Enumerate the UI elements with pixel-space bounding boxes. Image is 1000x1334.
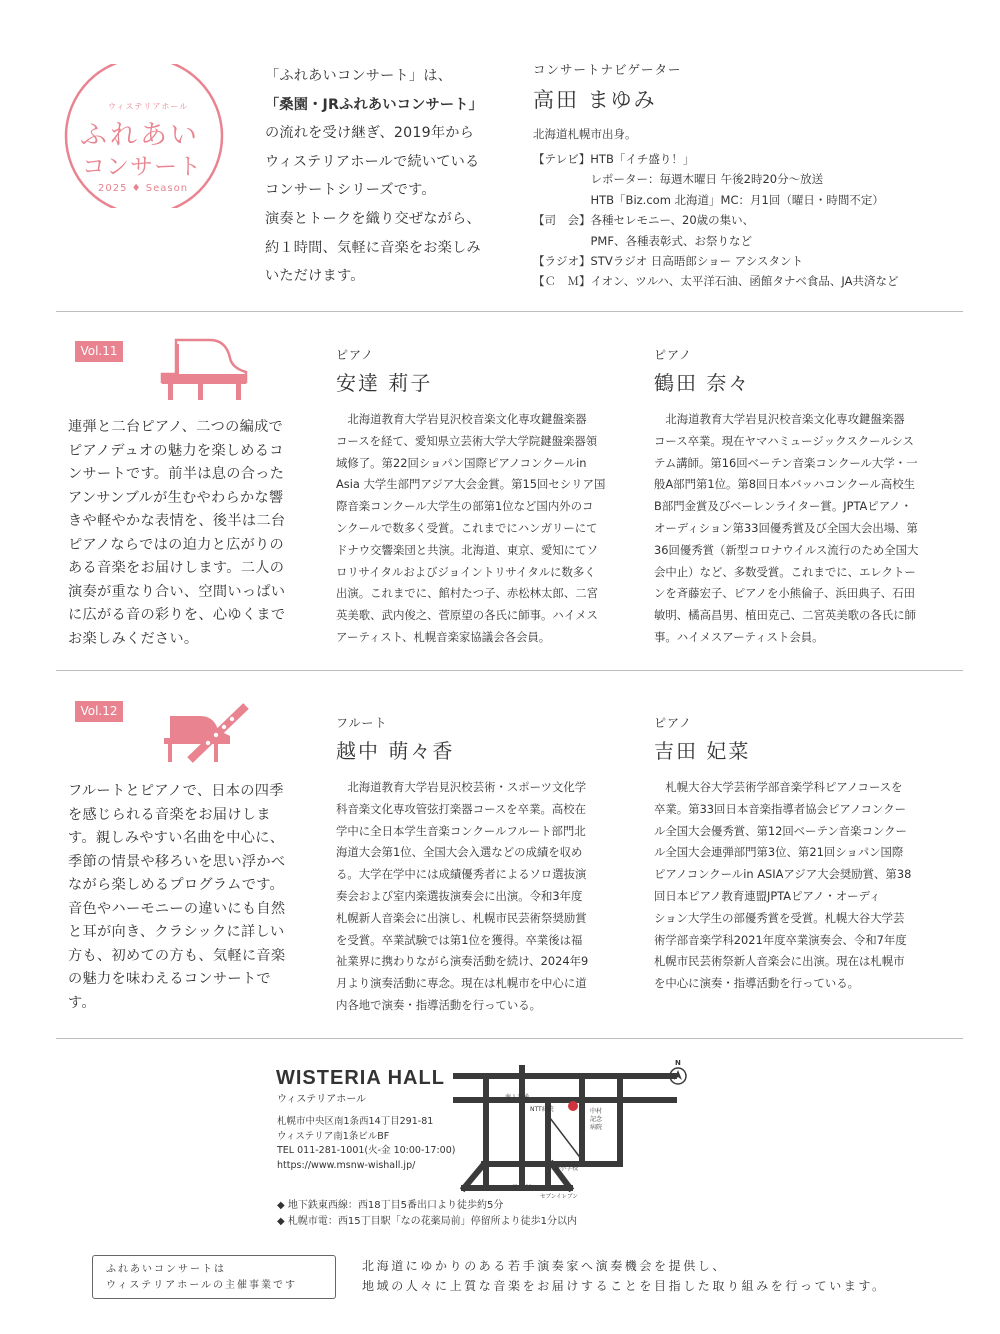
bio-line: 札幌大谷大学芸術学部音楽学科ピアノコースを [654, 780, 903, 794]
access-map [452, 1060, 702, 1200]
bio-line: ピアノコンクールin ASIAアジア大会奨励賞、第38 [654, 867, 912, 882]
desc-line: ある音楽をお届けします。二人の [68, 560, 285, 576]
intro-line: 「ふれあいコンサート」は、 [265, 68, 453, 84]
bio-line: 月より演奏活動に専念。現在は札幌市を中心に道 [336, 976, 587, 991]
website-link[interactable]: https://www.msnw-wishall.jp/ [277, 1159, 416, 1171]
desc-line: の魅力を味わえるコンサートで [68, 971, 271, 987]
map-hospital-label [590, 1108, 602, 1132]
intro-line: 約１時間、気軽に音楽をお楽しみ [265, 239, 481, 256]
artist-name: 鶴田 奈々 [654, 371, 751, 395]
artist-instrument: フルート [336, 716, 388, 730]
career-line: HTB「Biz.com 北海道」MC：月1回（曜日・時間不定） [533, 192, 884, 207]
divider [56, 670, 963, 671]
bio-line: 回日本ピアノ教育連盟JPTAピアノ・オーディ [654, 888, 881, 903]
navigator-career [533, 149, 973, 292]
bio-line: ンクールで数多く受賞。これまでにハンガリーにて [336, 520, 598, 535]
bio-line: 際音楽コンクール大学生の部第1位など国内外のコ [336, 499, 594, 514]
desc-line: を感じられる音楽をお届けしま [68, 806, 271, 823]
vol11-artist-1 [336, 346, 605, 649]
bio-line: 学中に全日本学生音楽コンクールフルート部門北 [336, 823, 586, 838]
bio-line: B部門金賞及びベーレンライター賞。JPTAピアノ・ [654, 499, 912, 514]
career-line: 【司 会】各種セレモニー、20歳の集い、 [533, 213, 755, 228]
bio-line: コースを経て、愛知県立芸術大学大学院鍵盤楽器領 [336, 433, 598, 448]
map-ntt-label: NTT病院 [530, 1106, 554, 1113]
desc-line: 方も、初めての方も、気軽に音楽 [68, 947, 286, 964]
desc-line: アンサンブルが生むやわらかな響 [68, 489, 284, 506]
access-info [277, 1198, 577, 1230]
bio-line: アーティスト、札幌音楽家協議会各会員。 [336, 629, 551, 644]
logo-line2: コンサート [82, 154, 202, 180]
intro-line: 演奏とトークを織り交ぜながら、 [265, 210, 481, 227]
map-hospital-line: 記念 [590, 1116, 603, 1123]
divider [56, 1038, 963, 1039]
bio-line: ション大学生の部優秀賞を受賞。札幌大谷大学芸 [654, 910, 905, 925]
bio-line: 奏会および室内楽選抜演奏会に出演。令和3年度 [336, 888, 583, 903]
logo-season: 2025 ♦ Season [98, 183, 189, 194]
bio-line: 科音楽文化専攻管弦打楽器コースを卒業。高校在 [336, 801, 587, 816]
host-note [92, 1255, 336, 1299]
bio-line: 北海道教育大学岩見沢校音楽文化専攻鍵盤楽器 [654, 412, 905, 426]
bio-line: テム講師。第16回ベーテン音楽コンクール大学・一 [654, 455, 918, 470]
artist-name: 吉田 妃菜 [654, 739, 751, 763]
career-line: 【Ｃ Ｍ】イオン、ツルハ、太平洋石油、函館タナベ食品、JA共済など [533, 274, 899, 289]
map-school-label: 二条小学校 [548, 1165, 579, 1172]
bio-line: オーディション第33回優秀賞及び全国大会出場、第 [654, 520, 918, 535]
mission-line: 北海道にゆかりのある若手演奏家へ演奏機会を提供し、 [362, 1259, 728, 1273]
vol12-artist-1 [336, 714, 588, 1017]
desc-line: 音色やハーモニーの違いにも自然 [68, 900, 286, 917]
bio-line: 祉業界に携わりながら演奏活動を続け、2024年9 [336, 954, 589, 969]
bio-line: 札幌新人音楽会に出演し、札幌市民芸術祭奨励賞 [336, 910, 587, 925]
career-line: レポーター：毎週木曜日 午後2時20分〜放送 [533, 172, 824, 187]
logo-line1: ふれあい [80, 120, 200, 151]
vol11-description [68, 416, 300, 651]
navigator-name: 高田 まゆみ [533, 88, 657, 112]
map-north-label: N [675, 1059, 681, 1067]
map-street-label: 南１条通 [505, 1094, 530, 1101]
navigator-origin: 北海道札幌市出身。 [533, 127, 637, 141]
bio-line: る。大学在学中には成績優秀者によるソロ選抜演 [336, 867, 587, 882]
vol11-artist-2 [654, 346, 918, 649]
bio-line: コース卒業。現在ヤマハミュージックスクールシス [654, 433, 914, 448]
desc-line: ンサートです。前半は息の合った [68, 466, 285, 482]
hall-kana: ウィステリアホール [277, 1094, 366, 1105]
bio-line: 般A部門第1位。第8回日本バッハコンクール高校生 [654, 477, 916, 492]
artist-bio [654, 409, 918, 649]
bio-line: 36回優秀賞（新型コロナウイルス流行のため全国大 [654, 542, 919, 557]
intro-text [265, 62, 505, 291]
host-line: ふれあいコンサートは [106, 1264, 226, 1275]
intro-line: の流れを受け継ぎ、2019年から [265, 125, 474, 142]
artist-instrument: ピアノ [654, 348, 693, 362]
bio-line: 域修了。第22回ショパン国際ピアノコンクールin [336, 455, 587, 470]
bio-line: 札幌市民芸術祭新人音楽会に出演。現在は札幌市 [654, 954, 905, 969]
hall-title: WISTERIA HALL [276, 1067, 445, 1089]
career-line: PMF、各種表彰式、お祭りなど [533, 233, 752, 248]
navigator-section [533, 60, 973, 292]
bio-line: ンを斉藤宏子、ピアノを小熊倫子、浜田典子、石田 [654, 586, 916, 601]
career-line: 【テレビ】HTB「イチ盛り！」 [533, 152, 695, 166]
bio-line: 卒業。第33回日本音楽指導者協会ピアノコンクー [654, 801, 906, 816]
desc-line: きや軽やかな表情を、後半は二台 [68, 513, 286, 529]
desc-line: す。 [68, 994, 96, 1011]
artist-bio [336, 409, 605, 649]
career-line: 【ラジオ】STVラジオ 日高晤郎ショー アシスタント [533, 254, 803, 269]
desc-line: フルートとピアノで、日本の四季 [68, 783, 284, 799]
access-line: ◆ 札幌市電：西15丁目駅「なの花薬局前」停留所より徒歩1分以内 [277, 1216, 577, 1227]
bio-line: 出演。これまでに、館村たつ子、赤松林太郎、二宮 [336, 586, 598, 601]
artist-instrument: ピアノ [336, 348, 375, 362]
bio-line: 事。ハイメスアーティスト会員。 [654, 629, 824, 644]
intro-line: ウィステリアホールで続いている [265, 153, 480, 170]
bio-line: 内各地で演奏・指導活動を行っている。 [336, 997, 542, 1012]
vol12-artist-2 [654, 714, 911, 995]
bio-line: ロリサイタルおよびジョイントリサイタルに数多く [336, 564, 596, 579]
intro-line: コンサートシリーズです。 [265, 182, 436, 199]
bio-line: ル全国大会優秀賞、第12回ベーテン音楽コンクー [654, 823, 907, 838]
bio-line: ドナウ交響楽団と共演。北海道、東京、愛知にてソ [336, 542, 598, 557]
desc-line: に広がる音の彩りを、心ゆくまで [68, 607, 286, 623]
address-line: ウィステリア南1条ビルBF [277, 1130, 390, 1142]
vol11-badge: Vol.11 [75, 341, 123, 362]
desc-line: お楽しみください。 [68, 630, 199, 647]
bio-line: ル全国大会連弾部門第3位、第21回ショパン国際 [654, 845, 904, 860]
bio-line: 英美歌、武内俊之、菅原望の各氏に師事。ハイメス [336, 608, 598, 623]
bio-line: を受賞。卒業試験では第1位を獲得。卒業後は福 [336, 932, 583, 947]
map-hospital-line: 中村 [590, 1108, 603, 1115]
bio-line: Asia 大学生部門アジア大会金賞。第15回セシリア国 [336, 477, 606, 492]
artist-instrument: ピアノ [654, 716, 693, 730]
desc-line: す。親しみやすい名曲を中心に、 [68, 830, 285, 846]
host-line: ウィステリアホールの主催事業です [106, 1280, 297, 1291]
bio-line: 会中止）など、多数受賞。これまでに、エレクトー [654, 564, 916, 579]
piano-flute-icon [160, 700, 252, 766]
artist-name: 安達 莉子 [336, 371, 433, 395]
hall-address [277, 1115, 455, 1173]
desc-line: ながら楽しめるプログラムです。 [68, 877, 285, 893]
desc-line: 連弾と二台ピアノ、二つの編成で [68, 419, 284, 435]
navigator-role: コンサートナビゲーター [533, 62, 682, 77]
desc-line: 季節の情景や移ろいを思い浮かべ [68, 853, 286, 870]
desc-line: と耳が向き、クラシックに詳しい [68, 924, 285, 940]
desc-line: ピアノデュオの魅力を楽しめるコ [68, 442, 284, 459]
artist-name: 越中 萌々香 [336, 739, 455, 763]
bio-line: 敏明、橘高昌男、植田克己、二宮英美歌の各氏に師 [654, 608, 916, 623]
desc-line: ピアノならではの迫力と広がりの [68, 536, 285, 553]
divider [56, 311, 963, 312]
bio-line: 海道大会第1位、全国大会入選などの成績を収め [336, 845, 583, 860]
map-lawson-label: ローソン [512, 1184, 534, 1190]
grand-piano-icon [156, 336, 252, 404]
intro-line: 「桑園・JRふれあいコンサート」 [265, 96, 484, 113]
phone: TEL 011-281-1001(火-金 10:00-17:00) [277, 1145, 456, 1156]
logo-small: ウィステリアホール [108, 102, 189, 111]
bio-line: 術学部音楽学科2021年度卒業演奏会、令和7年度 [654, 932, 907, 947]
vol12-badge: Vol.12 [75, 701, 123, 722]
access-line: ◆ 地下鉄東西線：西18丁目5番出口より徒歩約5分 [277, 1200, 504, 1211]
map-hospital-line: 病院 [590, 1124, 603, 1131]
map-seven-label: セブンイレブン [540, 1194, 578, 1200]
bio-line: 北海道教育大学岩見沢校音楽文化専攻鍵盤楽器 [336, 412, 587, 426]
artist-bio [654, 777, 911, 995]
mission-line: 地域の人々に上質な音楽をお届けすることを目指した取り組みを行っています。 [362, 1279, 887, 1293]
artist-bio [336, 777, 588, 1017]
bio-line: を中心に演奏・指導活動を行っている。 [654, 976, 860, 991]
mission-statement [362, 1256, 887, 1296]
vol12-description [68, 780, 300, 1015]
intro-line: いただけます。 [265, 268, 365, 285]
desc-line: 演奏が重なり合い、空間いっぱい [68, 583, 286, 600]
bio-line: 北海道教育大学岩見沢校芸術・スポーツ文化学 [336, 780, 587, 794]
address-line: 札幌市中央区南1条西14丁目291-81 [277, 1116, 434, 1127]
